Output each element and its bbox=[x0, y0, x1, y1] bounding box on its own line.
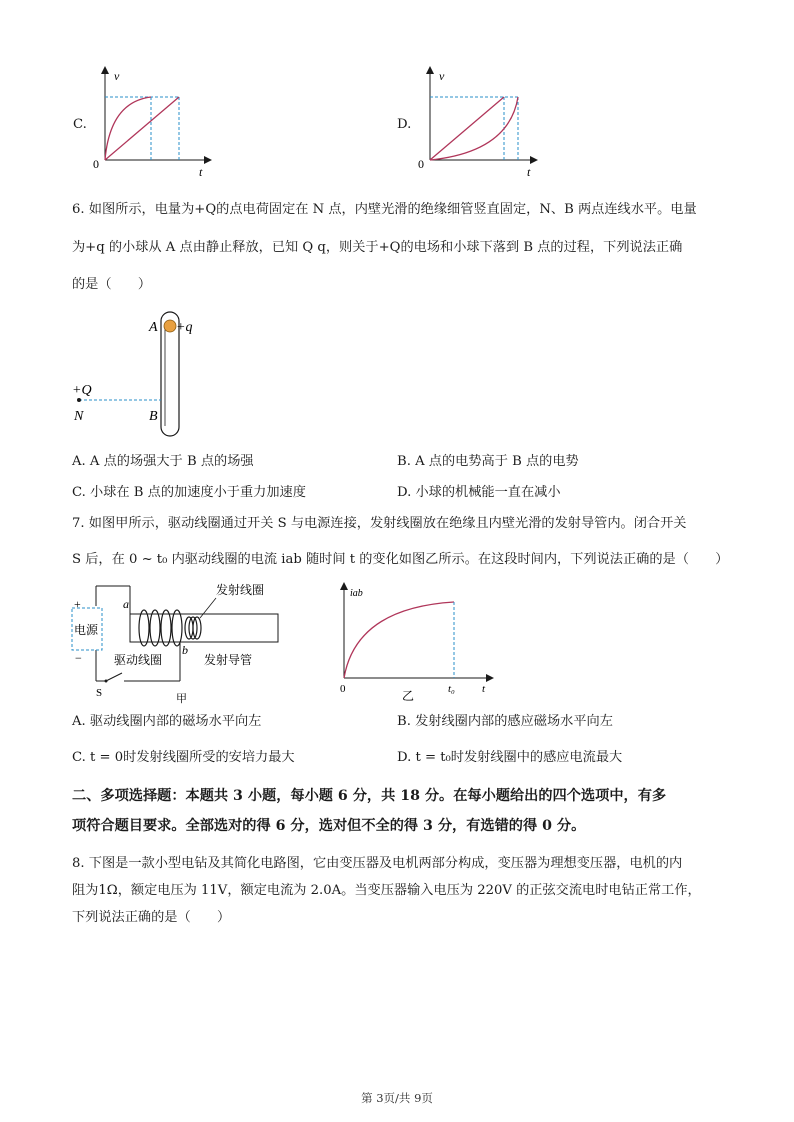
concave-down-curve bbox=[105, 97, 151, 160]
launch-coil-pointer bbox=[200, 598, 216, 618]
q7-figure-yi bbox=[330, 578, 500, 704]
axis-v-label: v bbox=[114, 69, 120, 83]
q6-option-b: B. A 点的电势高于 B 点的电势 bbox=[397, 454, 579, 469]
label-plus-q: +q bbox=[176, 320, 193, 335]
q7-option-d: D. t = t₀时发射线圈中的感应电流最大 bbox=[397, 750, 623, 765]
q8-line-2: 阻为1Ω，额定电压为 11V，额定电流为 2.0A。当变压器输入电压为 220V 的正弦交流电时电钻正常工作， bbox=[72, 883, 701, 898]
label-b: b bbox=[182, 643, 188, 657]
q6-option-a: A. A 点的场强大于 B 点的场强 bbox=[72, 454, 254, 469]
graph-option-c bbox=[88, 60, 218, 180]
label-a: A bbox=[149, 320, 158, 335]
switch-pivot bbox=[105, 680, 108, 683]
caption-yi: 乙 bbox=[402, 689, 415, 703]
section-2-heading-line-1: 二、多项选择题：本题共 3 小题，每小题 6 分，共 18 分。在每小题给出的四个选项中，有多 bbox=[72, 788, 667, 804]
concave-up-curve bbox=[430, 97, 518, 160]
t0-label: t₀ bbox=[448, 683, 455, 695]
point-n bbox=[77, 398, 81, 402]
q7-figure-jia bbox=[66, 578, 290, 704]
drive-coil bbox=[139, 610, 182, 646]
q6-option-c: C. 小球在 B 点的加速度小于重力加速度 bbox=[72, 485, 306, 500]
switch-s bbox=[106, 673, 122, 681]
origin-label: 0 bbox=[93, 157, 99, 171]
q6-line-1: 6. 如图所示，电量为+Q的点电荷固定在 N 点，内壁光滑的绝缘细管竖直固定，N、B 两点连线水平。电量 bbox=[72, 202, 697, 217]
axis-v-label: v bbox=[439, 69, 445, 83]
label-plus-big-q: +Q bbox=[72, 383, 92, 398]
axis-t-label: t bbox=[527, 165, 531, 179]
charged-ball bbox=[164, 320, 176, 332]
current-curve bbox=[344, 602, 454, 678]
caption-jia: 甲 bbox=[176, 693, 187, 704]
axis-t-label: t bbox=[199, 165, 203, 179]
drive-coil-label: 驱动线圈 bbox=[114, 653, 163, 667]
option-c-label: C. bbox=[73, 117, 87, 132]
straight-line bbox=[105, 97, 179, 160]
power-source-label: 电源 bbox=[74, 623, 99, 637]
q6-option-d: D. 小球的机械能一直在减小 bbox=[397, 485, 561, 500]
q7-line-2: S 后，在 0 ~ t₀ 内驱动线圈的电流 iab 随时间 t 的变化如图乙所示。在这段时间内，下列说法正确的是（ ） bbox=[72, 552, 729, 567]
origin-label: 0 bbox=[340, 683, 346, 695]
launch-coil-label: 发射线圈 bbox=[216, 583, 265, 597]
plus-terminal: + bbox=[74, 597, 81, 611]
q8-line-1: 8. 下图是一款小型电钻及其简化电路图，它由变压器及电机两部分构成，变压器为理想变压器，电机的内 bbox=[72, 856, 683, 871]
graph-option-d bbox=[414, 60, 544, 180]
q6-figure bbox=[70, 304, 220, 439]
q6-line-3: 的是（ ） bbox=[72, 277, 152, 292]
label-a: a bbox=[123, 597, 129, 611]
label-n: N bbox=[74, 409, 84, 424]
launch-tube bbox=[130, 614, 278, 642]
launch-coil bbox=[185, 617, 201, 639]
minus-terminal: − bbox=[75, 651, 82, 665]
q7-option-b: B. 发射线圈内部的感应磁场水平向左 bbox=[397, 714, 613, 729]
label-b: B bbox=[149, 409, 158, 424]
axis-i-label: iab bbox=[350, 588, 363, 599]
q7-option-c: C. t = 0时发射线圈所受的安培力最大 bbox=[72, 750, 295, 765]
option-d-label: D. bbox=[397, 117, 412, 132]
q8-line-3: 下列说法正确的是（ ） bbox=[72, 910, 231, 925]
switch-label: S bbox=[96, 687, 103, 699]
section-2-heading-line-2: 项符合题目要求。全部选对的得 6 分，选对但不全的得 3 分，有选错的得 0 分。 bbox=[72, 818, 586, 834]
q6-line-2: 为+q 的小球从 A 点由静止释放，已知 Q q，则关于+Q的电场和小球下落到 B 点的过程，下列说法正确 bbox=[72, 240, 683, 255]
q7-option-a: A. 驱动线圈内部的磁场水平向左 bbox=[72, 714, 262, 729]
axis-t-label: t bbox=[482, 683, 486, 695]
origin-label: 0 bbox=[418, 157, 424, 171]
q7-line-1: 7. 如图甲所示，驱动线圈通过开关 S 与电源连接，发射线圈放在绝缘且内壁光滑的发射导管内。闭合开关 bbox=[72, 516, 687, 531]
straight-line bbox=[430, 97, 504, 160]
tube-label: 发射导管 bbox=[204, 653, 253, 667]
page-number: 第 3页/共 9页 bbox=[361, 1091, 433, 1105]
